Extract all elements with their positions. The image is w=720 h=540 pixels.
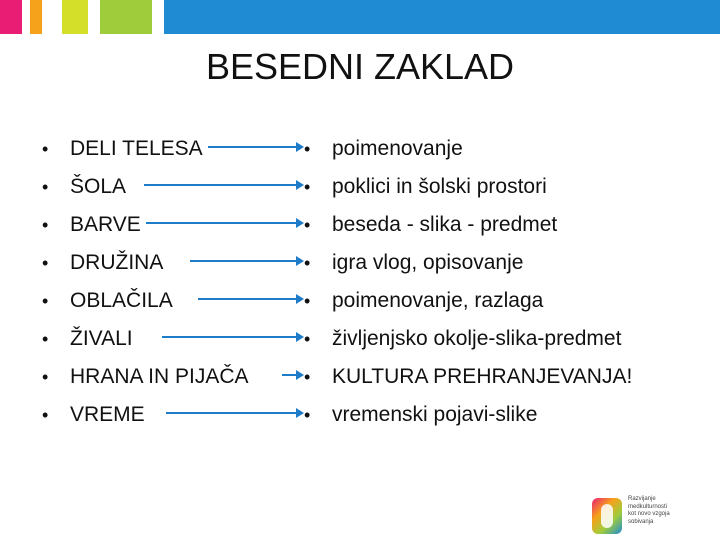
activity-item: • poimenovanje (304, 134, 714, 172)
bullet-icon: • (42, 215, 49, 235)
bullet-icon: • (304, 405, 311, 425)
arrow-right-icon (282, 370, 304, 380)
topic-item: • ŠOLA (42, 172, 292, 210)
green-block (100, 0, 152, 34)
arrow-right-icon (162, 332, 304, 342)
bullet-icon: • (304, 291, 311, 311)
bullet-icon: • (42, 291, 49, 311)
activity-item: • igra vlog, opisovanje (304, 248, 714, 286)
arrow-right-icon (208, 142, 304, 152)
bullet-icon: • (42, 177, 49, 197)
orange-block (22, 0, 50, 34)
bullet-icon: • (304, 177, 311, 197)
logo-text: Razvijanje medkulturnosti kot novo vzgoja sobivanja (628, 496, 670, 525)
bullet-icon: • (42, 405, 49, 425)
activity-item: • KULTURA PREHRANJEVANJA! (304, 362, 714, 400)
lime-block (50, 0, 100, 34)
blue-band (164, 0, 720, 34)
topic-item: • DRUŽINA (42, 248, 292, 286)
bullet-icon: • (304, 253, 311, 273)
arrow-right-icon (190, 256, 304, 266)
topic-item: • HRANA IN PIJAČA (42, 362, 292, 400)
bullet-icon: • (42, 329, 49, 349)
top-decorative-bar (0, 0, 720, 34)
bullet-icon: • (304, 367, 311, 387)
arrow-right-icon (144, 180, 304, 190)
arrow-right-icon (166, 408, 304, 418)
bullet-icon: • (304, 139, 311, 159)
activity-item: • poimenovanje, razlaga (304, 286, 714, 324)
arrow-right-icon (198, 294, 304, 304)
activity-item: • življenjsko okolje-slika-predmet (304, 324, 714, 362)
topic-item: • BARVE (42, 210, 292, 248)
activity-item: • beseda - slika - predmet (304, 210, 714, 248)
slide-title: BESEDNI ZAKLAD (205, 46, 515, 87)
topic-item: • OBLAČILA (42, 286, 292, 324)
topic-item: • VREME (42, 400, 292, 438)
bullet-icon: • (42, 253, 49, 273)
bullet-icon: • (42, 139, 49, 159)
bullet-icon: • (304, 329, 311, 349)
bullet-icon: • (304, 215, 311, 235)
project-logo (592, 494, 692, 538)
pink-block (0, 0, 22, 34)
logo-icon (592, 498, 622, 534)
activity-item: • poklici in šolski prostori (304, 172, 714, 210)
topic-item: • DELI TELESA (42, 134, 292, 172)
arrow-right-icon (146, 218, 304, 228)
bullet-icon: • (42, 367, 49, 387)
activity-item: • vremenski pojavi-slike (304, 400, 714, 438)
topic-item: • ŽIVALI (42, 324, 292, 362)
activity-list (304, 134, 714, 438)
